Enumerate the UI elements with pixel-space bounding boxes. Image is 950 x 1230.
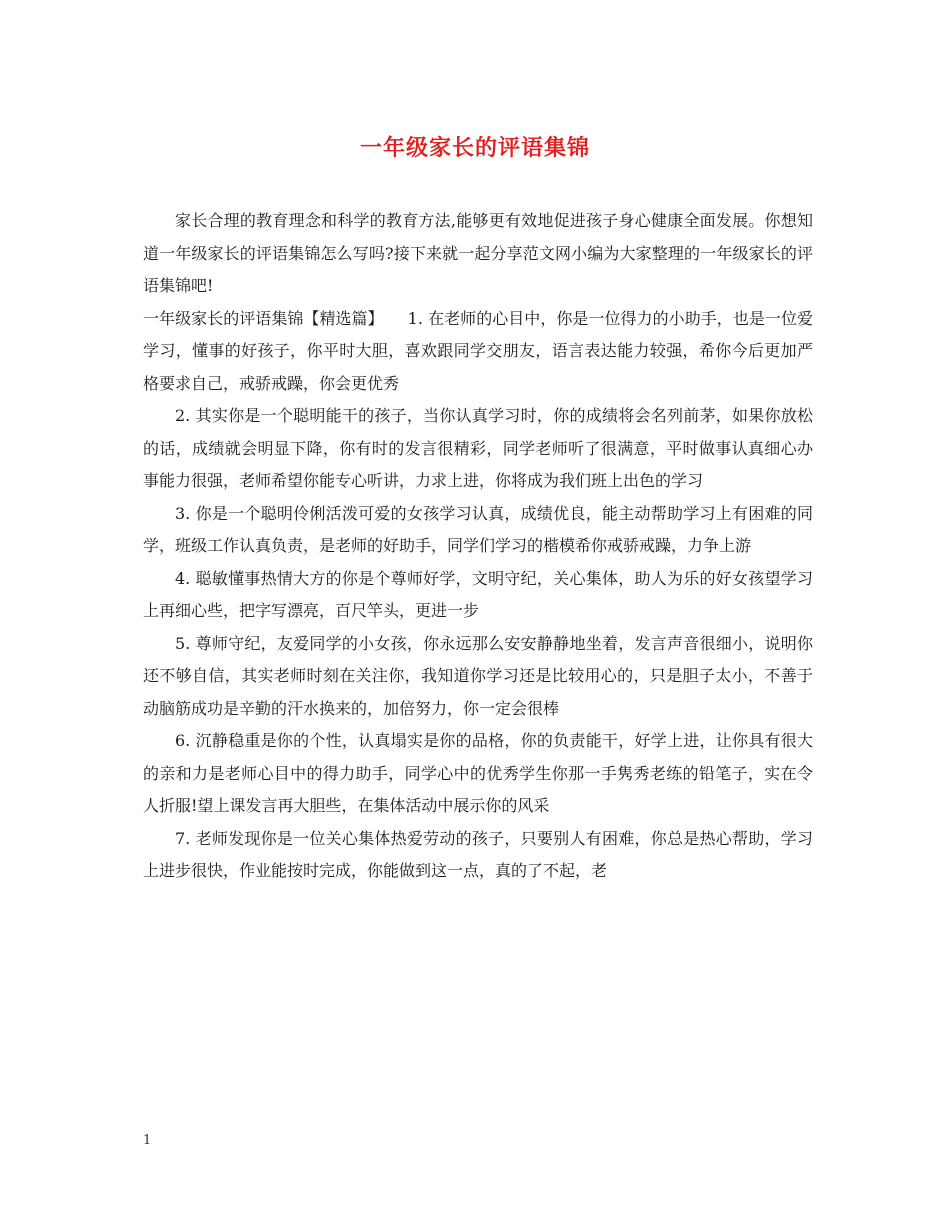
- comment-paragraph-5: 5. 尊师守纪，友爱同学的小女孩，你永远那么安安静静地坐着，发言声音很细小，说明你还不够自信，其实老师时刻在关注你，我知道你学习还是比较用心的，只是胆子太小，不善于动脑筋成功是辛勤的汗水换来的，加倍努力，你一定会很棒: [143, 633, 813, 718]
- document-title: 一年级家长的评语集锦: [359, 136, 590, 161]
- page-number: 1: [143, 1133, 152, 1148]
- document-body: [143, 205, 813, 888]
- comment-paragraph-2: 2. 其实你是一个聪明能干的孩子，当你认真学习时，你的成绩将会名列前茅，如果你放松的话，成绩就会明显下降，你有时的发言很精彩，同学老师听了很满意，平时做事认真细心办事能力很强，老师希望你能专心听讲，力求上进，你将成为我们班上出色的学习: [143, 406, 813, 490]
- comment-paragraph-4: 4. 聪敏懂事热情大方的你是个尊师好学，文明守纪，关心集体，助人为乐的好女孩望学习上再细心些，把字写漂亮，百尺竿头，更进一步: [143, 568, 813, 620]
- section-heading-paragraph: 一年级家长的评语集锦【精选篇】 1. 在老师的心目中，你是一位得力的小助手，也是一位爱学习，懂事的好孩子，你平时大胆，喜欢跟同学交朋友，语言表达能力较强，希你今后更加严格要求自己，戒骄戒躁，你会更优秀: [143, 308, 813, 393]
- comment-paragraph-3: 3. 你是一个聪明伶俐活泼可爱的女孩学习认真，成绩优良，能主动帮助学习上有困难的同学，班级工作认真负责，是老师的好助手，同学们学习的楷模希你戒骄戒躁，力争上游: [143, 503, 813, 555]
- intro-paragraph: 家长合理的教育理念和科学的教育方法,能够更有效地促进孩子身心健康全面发展。你想知道一年级家长的评语集锦怎么写吗?接下来就一起分享范文网小编为大家整理的一年级家长的评语集锦吧!: [143, 211, 813, 295]
- comment-paragraph-7: 7. 老师发现你是一位关心集体热爱劳动的孩子，只要别人有困难，你总是热心帮助，学习上进步很快，作业能按时完成，你能做到这一点，真的了不起，老: [143, 828, 813, 880]
- comment-paragraph-6: 6. 沉静稳重是你的个性，认真塌实是你的品格，你的负责能干，好学上进，让你具有很大的亲和力是老师心目中的得力助手，同学心中的优秀学生你那一手隽秀老练的铅笔子，实在令人折服!望上课发言再大胆些，在集体活动中展示你的风采: [143, 731, 813, 815]
